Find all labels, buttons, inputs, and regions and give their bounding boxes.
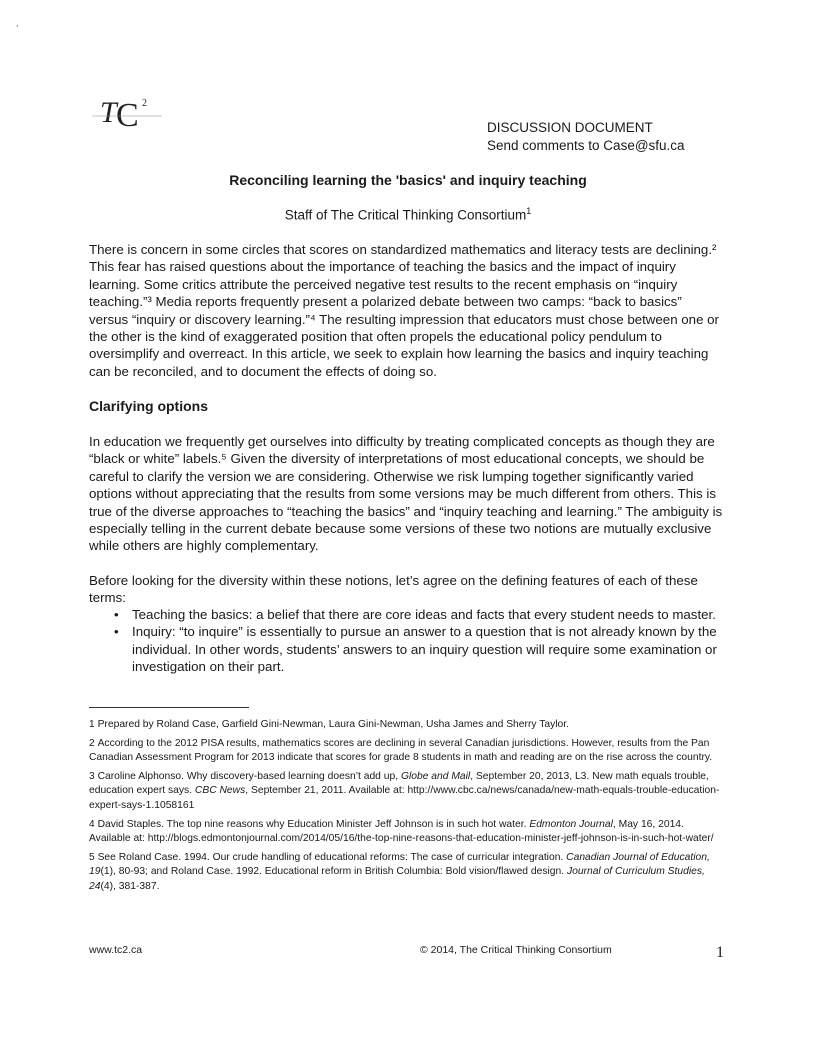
svg-text:2: 2 xyxy=(142,98,147,109)
tc2-logo xyxy=(92,92,164,132)
svg-text:C: C xyxy=(116,97,139,132)
footer-copyright: © 2014, The Critical Thinking Consortium xyxy=(420,944,612,956)
byline xyxy=(0,206,816,223)
clarifying-paragraph: In education we frequently get ourselves into difficulty by treating complicated concepts as though they are “black or white” labels.⁵ Given the diversity of interpretations of most educational concepts, we should be careful to clarify the version we are considering. Otherwise we risk lumping together significantly varied options without appreciating that the results from some versions may be much different from others. This is true of the diverse approaches to “teaching the basics” and “inquiry teaching and learning.” The ambiguity is especially telling in the current debate because some versions of these two notions are mutually exclusive while others are highly complementary. xyxy=(89,434,723,554)
scan-mark: ‘ xyxy=(16,24,19,33)
document-title: Reconciling learning the 'basics' and inquiry teaching xyxy=(229,172,587,188)
footnote-divider xyxy=(89,707,249,708)
footnote-5: 5 See Roland Case. 1994. Our crude handling of educational reforms: The case of curricular integration. Canadian Journal of Education, 19(1), 80-93; and Roland Case. 1992. Educational reform in British Columbia: Bold vision/flawed design. Journal of Curriculum Studies, 24(4), 381-387. xyxy=(89,851,710,892)
footnote-3: 3 Caroline Alphonso. Why discovery-based learning doesn’t add up, Globe and Mail, September 20, 2013, L3. New math equals trouble, education expert says. CBC News, September 21, 2011. Available at: http://www.cbc.ca/news/canada/new-math-equals-trouble-education-expert-says-1.1058161 xyxy=(89,770,720,811)
list-item: • Teaching the basics: a belief that there are core ideas and facts that every student needs to master. xyxy=(108,606,724,623)
section-heading: Clarifying options xyxy=(89,398,208,414)
footnote-2: 2 According to the 2012 PISA results, mathematics scores are declining in several Canadian jurisdictions. However, results from the Pan Canadian Assessment Program for 2013 indicate that scores for grade 8 students in math and reading are on the rise across the country. xyxy=(89,737,713,764)
header-block xyxy=(487,119,685,155)
svg-text:T: T xyxy=(100,96,117,129)
page-number: 1 xyxy=(716,944,724,961)
send-comments-line: Send comments to Case@sfu.ca xyxy=(487,138,685,153)
definitions-list xyxy=(108,606,724,676)
footnote-4: 4 David Staples. The top nine reasons why Education Minister Jeff Johnson is in such hot water. Edmonton Journal, May 16, 2014. Available at: http://blogs.edmontonjournal.com/2014/05/16/the-top-nine-reasons-that-education-minister-jeff-johnson-is-in-such-hot-water/ xyxy=(89,818,714,845)
intro-paragraph: There is concern in some circles that scores on standardized mathematics and literacy tests are declining.² This fear has raised questions about the importance of teaching the basics and the impact of inquiry learning. Some critics attribute the perceived negative test results to the recent emphasis on “inquiry teaching.”³ Media reports frequently present a polarized debate between two camps: “back to basics” versus “inquiry or discovery learning.”⁴ The resulting impression that educators must chose between one or the other is the kind of exaggerated position that often propels the educational policy pendulum to oversimplify and overreact. In this article, we seek to explain how learning the basics and inquiry teaching can be reconciled, and to document the effects of doing so. xyxy=(89,242,719,379)
footer-website: www.tc2.ca xyxy=(89,944,143,956)
footnote-1: 1 Prepared by Roland Case, Garfield Gini-Newman, Laura Gini-Newman, Usha James and Sherry Taylor. xyxy=(89,719,569,730)
list-item: • Inquiry: “to inquire” is essentially to pursue an answer to a question that is not already known by the individual. In other words, students’ answers to an inquiry question will require some examination or investigation on their part. xyxy=(108,623,724,675)
definitions-intro-paragraph: Before looking for the diversity within these notions, let’s agree on the defining features of each of these terms: xyxy=(89,573,698,606)
byline-text: Staff of The Critical Thinking Consortium xyxy=(284,207,527,223)
footnotes xyxy=(89,718,723,899)
discussion-document-label: DISCUSSION DOCUMENT xyxy=(487,120,653,135)
byline-footnote-ref: 1 xyxy=(526,206,532,216)
